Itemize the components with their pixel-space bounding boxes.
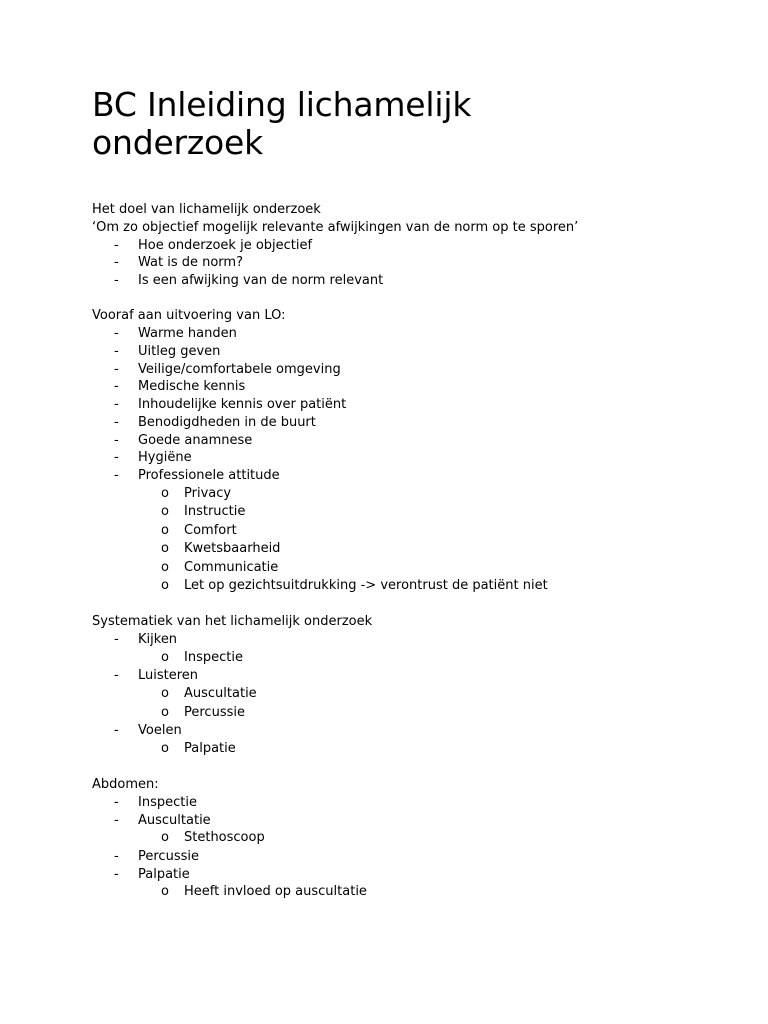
dash-bullet-icon: - bbox=[114, 794, 119, 810]
line-text: Warme handen bbox=[138, 326, 237, 342]
circle-bullet-icon: o bbox=[161, 884, 169, 900]
sub-list-item bbox=[92, 649, 712, 668]
dash-bullet-icon: - bbox=[114, 326, 119, 342]
paragraph-line bbox=[92, 201, 712, 219]
line-text: Luisteren bbox=[138, 668, 199, 684]
section bbox=[92, 201, 712, 290]
line-text: Hygiëne bbox=[138, 450, 192, 466]
line-text: Abdomen: bbox=[92, 777, 159, 793]
sub-list-item bbox=[92, 704, 712, 723]
paragraph-line bbox=[92, 307, 712, 325]
line-text: Let op gezichtsuitdrukking -> verontrust de patiënt niet bbox=[184, 578, 548, 594]
circle-bullet-icon: o bbox=[161, 578, 169, 594]
list-item bbox=[92, 812, 712, 830]
list-item bbox=[92, 866, 712, 884]
line-text: Systematiek van het lichamelijk onderzoek bbox=[92, 614, 373, 630]
circle-bullet-icon: o bbox=[161, 649, 169, 665]
line-text: Kwetsbaarheid bbox=[184, 541, 281, 557]
line-text: Professionele attitude bbox=[138, 468, 280, 484]
list-item bbox=[92, 254, 712, 272]
line-text: Privacy bbox=[184, 485, 232, 501]
dash-bullet-icon: - bbox=[114, 468, 119, 484]
line-text: Inspectie bbox=[138, 794, 197, 810]
line-text: Uitleg geven bbox=[138, 343, 221, 359]
dash-bullet-icon: - bbox=[114, 866, 119, 882]
sub-list-item bbox=[92, 740, 712, 759]
circle-bullet-icon: o bbox=[161, 504, 169, 520]
circle-bullet-icon: o bbox=[161, 740, 169, 756]
line-text: Vooraf aan uitvoering van LO: bbox=[92, 308, 286, 324]
paragraph-line bbox=[92, 613, 712, 631]
sub-list-item bbox=[92, 503, 712, 522]
sub-list-item bbox=[92, 577, 712, 596]
dash-bullet-icon: - bbox=[114, 255, 119, 271]
dash-bullet-icon: - bbox=[114, 632, 119, 648]
circle-bullet-icon: o bbox=[161, 522, 169, 538]
line-text: Medische kennis bbox=[138, 379, 246, 395]
circle-bullet-icon: o bbox=[161, 686, 169, 702]
dash-bullet-icon: - bbox=[114, 397, 119, 413]
line-text: Auscultatie bbox=[138, 812, 211, 828]
line-text: ‘Om zo objectief mogelijk relevante afwijkingen van de norm op te sporen’ bbox=[92, 219, 579, 235]
dash-bullet-icon: - bbox=[114, 273, 119, 288]
paragraph-line bbox=[92, 776, 712, 794]
circle-bullet-icon: o bbox=[161, 485, 169, 501]
list-item bbox=[92, 449, 712, 467]
list-item bbox=[92, 396, 712, 414]
list-item bbox=[92, 237, 712, 255]
dash-bullet-icon: - bbox=[114, 237, 119, 253]
list-item bbox=[92, 432, 712, 450]
list-item bbox=[92, 722, 712, 740]
line-text: Hoe onderzoek je objectief bbox=[138, 237, 313, 253]
sub-list-item bbox=[92, 559, 712, 578]
dash-bullet-icon: - bbox=[114, 668, 119, 684]
line-text: Wat is de norm? bbox=[138, 255, 243, 271]
sub-list-item bbox=[92, 540, 712, 559]
dash-bullet-icon: - bbox=[114, 361, 119, 377]
line-text: Comfort bbox=[184, 522, 237, 538]
sub-list-item bbox=[92, 829, 712, 848]
line-text: Het doel van lichamelijk onderzoek bbox=[92, 202, 321, 217]
list-item bbox=[92, 848, 712, 866]
line-text: Auscultatie bbox=[184, 686, 257, 702]
line-text: Stethoscoop bbox=[184, 830, 265, 846]
document-title-line-1: BC Inleiding lichamelijk bbox=[92, 85, 472, 124]
line-text: Goede anamnese bbox=[138, 432, 253, 448]
list-item bbox=[92, 467, 712, 485]
document-title-line-2: onderzoek bbox=[92, 123, 264, 162]
list-item bbox=[92, 361, 712, 379]
document-body bbox=[92, 201, 712, 902]
circle-bullet-icon: o bbox=[161, 830, 169, 846]
document-title bbox=[92, 86, 712, 162]
dash-bullet-icon: - bbox=[114, 414, 119, 430]
paragraph-line bbox=[92, 219, 712, 237]
line-text: Veilige/comfortabele omgeving bbox=[138, 361, 341, 377]
line-text: Palpatie bbox=[138, 866, 190, 882]
line-text: Inhoudelijke kennis over patiënt bbox=[138, 397, 347, 413]
list-item bbox=[92, 667, 712, 685]
section bbox=[92, 613, 712, 758]
list-item bbox=[92, 378, 712, 396]
line-text: Palpatie bbox=[184, 740, 236, 756]
sub-list-item bbox=[92, 485, 712, 504]
line-text: Inspectie bbox=[184, 649, 243, 665]
line-text: Voelen bbox=[138, 723, 182, 739]
dash-bullet-icon: - bbox=[114, 723, 119, 739]
list-item bbox=[92, 794, 712, 812]
dash-bullet-icon: - bbox=[114, 432, 119, 448]
list-item bbox=[92, 631, 712, 649]
dash-bullet-icon: - bbox=[114, 379, 119, 395]
line-text: Percussie bbox=[138, 848, 199, 864]
list-item bbox=[92, 272, 712, 290]
dash-bullet-icon: - bbox=[114, 343, 119, 359]
list-item bbox=[92, 343, 712, 361]
list-item bbox=[92, 414, 712, 432]
list-item bbox=[92, 325, 712, 343]
sub-list-item bbox=[92, 685, 712, 704]
document-page bbox=[92, 86, 712, 919]
section bbox=[92, 776, 712, 902]
line-text: Instructie bbox=[184, 504, 246, 520]
line-text: Percussie bbox=[184, 704, 245, 720]
line-text: Heeft invloed op auscultatie bbox=[184, 884, 367, 900]
section bbox=[92, 307, 712, 596]
line-text: Benodigdheden in de buurt bbox=[138, 414, 316, 430]
sub-list-item bbox=[92, 883, 712, 902]
dash-bullet-icon: - bbox=[114, 450, 119, 466]
circle-bullet-icon: o bbox=[161, 559, 169, 575]
line-text: Communicatie bbox=[184, 559, 279, 575]
dash-bullet-icon: - bbox=[114, 848, 119, 864]
line-text: Is een afwijking van de norm relevant bbox=[138, 273, 384, 288]
line-text: Kijken bbox=[138, 632, 178, 648]
circle-bullet-icon: o bbox=[161, 704, 169, 720]
sub-list-item bbox=[92, 522, 712, 541]
dash-bullet-icon: - bbox=[114, 812, 119, 828]
circle-bullet-icon: o bbox=[161, 541, 169, 557]
